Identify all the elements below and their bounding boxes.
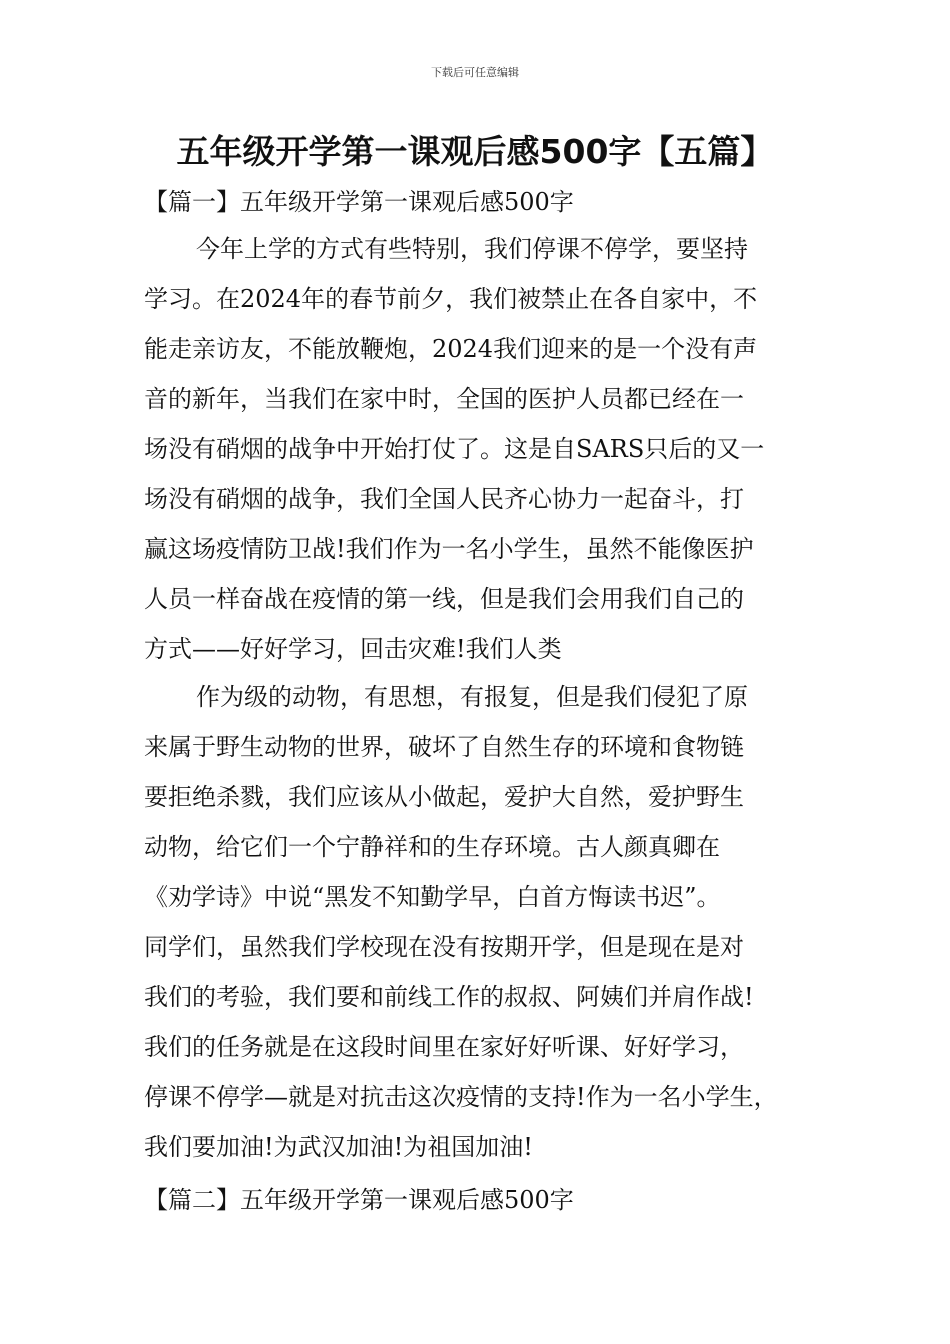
text-line: 动物，给它们一个宁静祥和的生存环境。古人颜真卿在 (144, 833, 720, 861)
section-heading-2: 【篇二】五年级开学第一课观后感500字 (144, 1186, 574, 1214)
section-1-paragraph-1 (144, 224, 844, 674)
text-line: 我们的考验，我们要和前线工作的叔叔、阿姨们并肩作战! (144, 983, 754, 1011)
text-line: 音的新年，当我们在家中时，全国的医护人员都已经在一 (144, 385, 744, 413)
text-line: 要拒绝杀戮，我们应该从小做起，爱护大自然，爱护野生 (144, 783, 744, 811)
text-line: 场没有硝烟的战争，我们全国人民齐心协力一起奋斗，打 (144, 485, 744, 513)
text-line: 同学们，虽然我们学校现在没有按期开学，但是现在是对 (144, 933, 744, 961)
text-line: 今年上学的方式有些特别，我们停课不停学，要坚持 (196, 235, 748, 263)
section-1-paragraph-2 (144, 672, 844, 1172)
text-line: 方式——好好学习，回击灾难!我们人类 (144, 635, 562, 663)
document-title: 五年级开学第一课观后感500字【五篇】 (176, 132, 774, 171)
text-line: 我们要加油!为武汉加油!为祖国加油! (144, 1133, 533, 1161)
text-line: 来属于野生动物的世界，破坏了自然生存的环境和食物链 (144, 733, 744, 761)
text-line: 我们的任务就是在这段时间里在家好好听课、好好学习， (144, 1033, 744, 1061)
text-line: 赢这场疫情防卫战!我们作为一名小学生，虽然不能像医护 (144, 535, 754, 563)
text-line: 《劝学诗》中说“黑发不知勤学早，白首方悔读书迟”。 (144, 883, 721, 911)
text-line: 场没有硝烟的战争中开始打仗了。这是自SARS只后的又一 (144, 435, 765, 463)
text-line: 作为级的动物，有思想，有报复，但是我们侵犯了原 (196, 683, 748, 711)
text-line: 人员一样奋战在疫情的第一线，但是我们会用我们自己的 (144, 585, 744, 613)
text-line: 能走亲访友，不能放鞭炮，2024我们迎来的是一个没有声 (144, 335, 758, 363)
text-line: 停课不停学—就是对抗击这次疫情的支持!作为一名小学生， (144, 1083, 778, 1111)
section-heading-1: 【篇一】五年级开学第一课观后感500字 (144, 188, 574, 216)
text-line: 学习。在2024年的春节前夕，我们被禁止在各自家中，不 (144, 285, 758, 313)
header-note: 下载后可任意编辑 (431, 66, 519, 79)
